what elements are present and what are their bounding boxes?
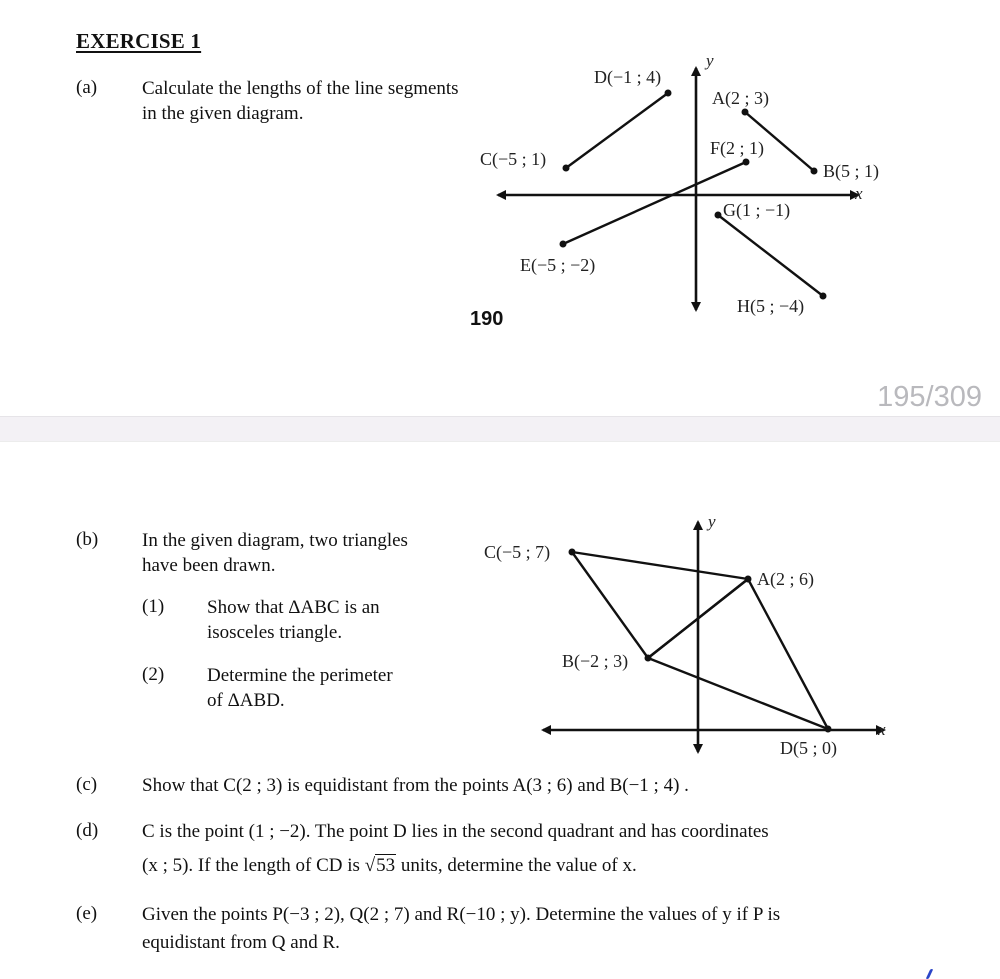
part-b1-line-1: Show that ΔABC is an — [207, 597, 380, 618]
part-b1-line-2: isosceles triangle. — [207, 622, 343, 643]
point-a — [745, 576, 752, 583]
label-h: H(5 ; −4) — [737, 296, 805, 316]
diagram-a-x-label: x — [855, 184, 863, 203]
point-c — [569, 549, 576, 556]
diagram-b-y-label: y — [708, 512, 716, 531]
part-d-question — [142, 819, 769, 878]
label-a: A(2 ; 6) — [757, 569, 814, 589]
part-b-line-2: have been drawn. — [142, 555, 276, 576]
part-e-label: (e) — [76, 903, 98, 924]
part-a-line-1: Calculate the lengths of the line segments — [142, 78, 459, 99]
part-d-line-2-pre: (x ; 5). If the length of CD is — [142, 855, 365, 876]
point-b — [645, 655, 652, 662]
label-d: D(5 ; 0) — [780, 738, 837, 758]
part-a-label: (a) — [76, 77, 98, 98]
printed-page-number: 190 — [470, 308, 504, 330]
label-b: B(5 ; 1) — [823, 161, 879, 181]
part-d-line-1: C is the point (1 ; −2). The point D lies in the second quadrant and has coordinates — [142, 821, 769, 842]
sqrt-radicand: 53 — [376, 855, 396, 876]
part-d-line-2 — [142, 853, 769, 878]
label-a: A(2 ; 3) — [712, 88, 769, 108]
sqrt-sign-icon: √ — [364, 855, 376, 876]
part-a-line-2: in the given diagram. — [142, 103, 304, 124]
label-c: C(−5 ; 1) — [480, 149, 547, 169]
triangle-abd — [648, 579, 828, 729]
viewer-page-counter: 195/309 — [877, 381, 982, 413]
label-c: C(−5 ; 7) — [484, 542, 551, 562]
sqrt-53 — [365, 853, 396, 878]
label-d: D(−1 ; 4) — [594, 67, 662, 87]
label-f: F(2 ; 1) — [710, 138, 764, 158]
label-e: E(−5 ; −2) — [520, 255, 596, 275]
part-b-label: (b) — [76, 529, 99, 550]
part-e-question — [142, 902, 780, 955]
point-d — [825, 726, 832, 733]
label-g: G(1 ; −1) — [723, 200, 791, 220]
part-b2-line-1: Determine the perimeter — [207, 665, 393, 686]
part-b1-label: (1) — [142, 596, 165, 617]
label-b: B(−2 ; 3) — [562, 651, 629, 671]
part-c-question: Show that C(2 ; 3) is equidistant from the points A(3 ; 6) and B(−1 ; 4) . — [142, 775, 689, 796]
part-d-line-2-post: units, determine the value of x. — [396, 855, 637, 876]
part-b-line-1: In the given diagram, two triangles — [142, 530, 408, 551]
diagram-b-x-label: x — [878, 720, 886, 739]
part-b2-label: (2) — [142, 664, 165, 685]
part-d-label: (d) — [76, 820, 99, 841]
part-b2-line-2: of ΔABD. — [207, 690, 285, 711]
part-c-label: (c) — [76, 774, 98, 795]
part-e-line-1: Given the points P(−3 ; 2), Q(2 ; 7) and R(−10 ; y). Determine the values of y if P is — [142, 904, 781, 925]
triangle-abc — [572, 552, 748, 658]
exercise-title: EXERCISE 1 — [76, 29, 202, 53]
part-e-line-2: equidistant from Q and R. — [142, 932, 340, 953]
diagram-a-y-label: y — [706, 51, 714, 70]
